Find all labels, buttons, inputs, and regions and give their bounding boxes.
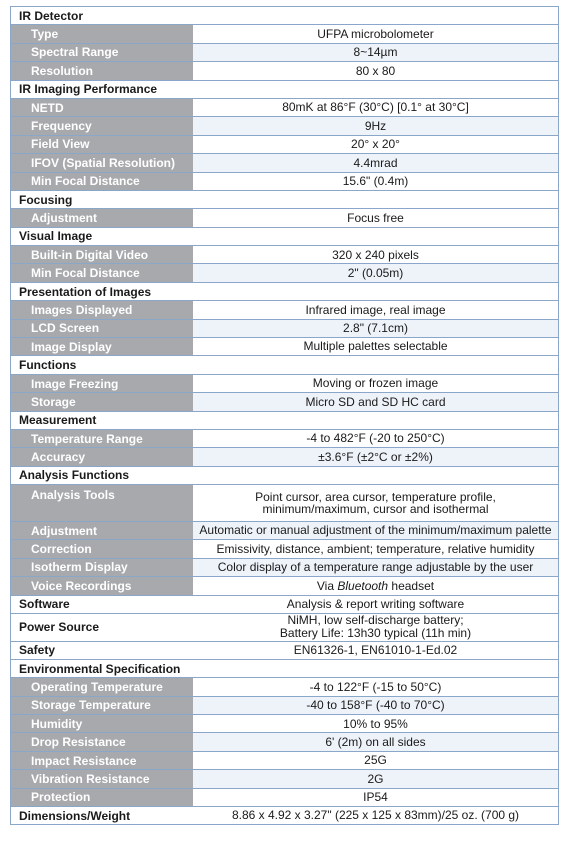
spec-label: LCD Screen: [11, 320, 193, 337]
spec-row: [11, 43, 558, 61]
section-title: Environmental Specification: [19, 661, 181, 676]
section-title: Power Source: [19, 620, 100, 635]
section-header: [11, 190, 558, 208]
spec-label: Adjustment: [11, 522, 193, 539]
spec-label: Isotherm Display: [11, 559, 193, 576]
spec-value: Infrared image, real image: [305, 302, 446, 317]
spec-row: [11, 135, 558, 153]
section-header: [11, 80, 558, 98]
spec-label: Adjustment: [11, 209, 193, 226]
spec-label: Impact Resistance: [11, 752, 193, 769]
spec-row: [11, 374, 558, 392]
spec-value: Moving or frozen image: [312, 376, 439, 391]
spec-value: ±3.6°F (±2°C or ±2%): [193, 448, 558, 465]
spec-row: [11, 429, 558, 447]
spec-label: IFOV (Spatial Resolution): [11, 154, 193, 171]
spec-row: [11, 677, 558, 695]
section-value: [193, 660, 558, 677]
spec-label: Temperature Range: [11, 430, 193, 447]
spec-value: -4 to 122°F (-15 to 50°C): [309, 679, 442, 694]
section-title: Analysis Functions: [19, 468, 130, 483]
spec-label: Storage Temperature: [11, 697, 193, 714]
spec-row: [11, 172, 558, 190]
section-header: [11, 806, 558, 824]
spec-value-prefix: Via: [316, 578, 338, 593]
spec-row: [11, 447, 558, 465]
spec-value: 8~14µm: [193, 44, 558, 61]
spec-row: [11, 245, 558, 263]
spec-value: 6' (2m) on all sides: [193, 733, 558, 750]
spec-label: Images Displayed: [11, 301, 193, 318]
spec-label: Humidity: [11, 715, 193, 732]
spec-label: Spectral Range: [11, 44, 193, 61]
section-title: IR Imaging Performance: [19, 82, 158, 97]
spec-row: [11, 714, 558, 732]
section-title: Safety: [19, 643, 56, 658]
spec-row: [11, 319, 558, 337]
spec-row: [11, 153, 558, 171]
spec-value: Focus free: [347, 210, 404, 225]
spec-label: Operating Temperature: [11, 678, 193, 695]
section-header: [11, 227, 558, 245]
spec-value: [193, 577, 558, 594]
section-header: [11, 411, 558, 429]
spec-row: [11, 558, 558, 576]
spec-value: Multiple palettes selectable: [303, 339, 448, 354]
section-value: [193, 283, 558, 300]
section-title: IR Detector: [19, 8, 84, 23]
section-header: [11, 595, 558, 613]
spec-row: [11, 751, 558, 769]
spec-row: [11, 98, 558, 116]
spec-value: 2" (0.05m): [193, 264, 558, 281]
spec-value-italic: Bluetooth: [337, 578, 389, 593]
section-value: EN61326-1, EN61010-1-Ed.02: [293, 642, 458, 657]
spec-row: [11, 61, 558, 79]
spec-row: [11, 337, 558, 355]
spec-label: Type: [11, 25, 193, 42]
spec-value: 20° x 20°: [351, 137, 400, 152]
section-title: Software: [19, 597, 70, 612]
section-value: [193, 467, 558, 484]
spec-value: 9Hz: [193, 117, 558, 134]
spec-row: [11, 300, 558, 318]
spec-label: NETD: [11, 99, 193, 116]
spec-value: 10% to 95%: [343, 716, 408, 731]
spec-label: Vibration Resistance: [11, 770, 193, 787]
spec-label: Drop Resistance: [11, 733, 193, 750]
spec-value: IP54: [363, 790, 388, 805]
spec-row: [11, 576, 558, 594]
spec-value: Emissivity, distance, ambient; temperature, relative humidity: [216, 541, 535, 556]
spec-label: Storage: [11, 393, 193, 410]
section-value: [193, 412, 558, 429]
spec-value-suffix: headset: [388, 578, 435, 593]
spec-row: [11, 539, 558, 557]
section-title: Visual Image: [19, 229, 93, 244]
spec-value: Micro SD and SD HC card: [193, 393, 558, 410]
spec-value: 2.8" (7.1cm): [193, 320, 558, 337]
spec-value: Color display of a temperature range adjustable by the user: [193, 559, 558, 576]
spec-label: Resolution: [11, 62, 193, 79]
section-title: Presentation of Images: [19, 284, 152, 299]
spec-label: Image Freezing: [11, 375, 193, 392]
section-value: [193, 191, 558, 208]
spec-label: Field View: [11, 136, 193, 153]
spec-label: Image Display: [11, 338, 193, 355]
spec-label: Min Focal Distance: [11, 173, 193, 190]
section-header: [11, 6, 558, 24]
section-title: Focusing: [19, 192, 73, 207]
spec-row: [11, 484, 558, 521]
spec-value: 2G: [193, 770, 558, 787]
spec-row: [11, 208, 558, 226]
section-header: [11, 641, 558, 659]
section-title: Dimensions/Weight: [19, 808, 131, 823]
section-value: [193, 228, 558, 245]
spec-row: [11, 732, 558, 750]
spec-label: Built-in Digital Video: [11, 246, 193, 263]
section-value: Analysis & report writing software: [286, 596, 465, 611]
spec-value: UFPA microbolometer: [317, 26, 434, 41]
spec-label: Min Focal Distance: [11, 264, 193, 281]
section-value: [193, 7, 558, 24]
spec-row: [11, 116, 558, 134]
spec-row: [11, 696, 558, 714]
section-value: [193, 356, 558, 373]
spec-row: [11, 24, 558, 42]
spec-value: 320 x 240 pixels: [332, 247, 419, 262]
spec-row: [11, 392, 558, 410]
spec-label: Voice Recordings: [11, 577, 193, 594]
spec-row: [11, 521, 558, 539]
spec-row: [11, 788, 558, 806]
spec-value: -4 to 482°F (-20 to 250°C): [306, 431, 445, 446]
spec-label: Correction: [11, 540, 193, 557]
spec-row: [11, 263, 558, 281]
spec-label: Protection: [11, 789, 193, 806]
section-header: [11, 659, 558, 677]
spec-label: Accuracy: [11, 448, 193, 465]
section-header: [11, 466, 558, 484]
spec-row: [11, 769, 558, 787]
spec-label: Frequency: [11, 117, 193, 134]
spec-value: 4.4mrad: [193, 154, 558, 171]
section-header: [11, 282, 558, 300]
section-header: [11, 355, 558, 373]
spec-label: Analysis Tools: [11, 485, 193, 521]
section-value: NiMH, low self-discharge battery; Battery Life: 13h30 typical (11h min): [279, 613, 472, 641]
spec-value: Point cursor, area cursor, temperature profile, minimum/maximum, cursor and isothermal: [255, 489, 496, 517]
section-header: [11, 613, 558, 641]
spec-value: -40 to 158°F (-40 to 70°C): [193, 697, 558, 714]
spec-value: 25G: [364, 753, 387, 768]
spec-value: 80mK at 86°F (30°C) [0.1° at 30°C]: [282, 100, 469, 115]
spec-value: Automatic or manual adjustment of the minimum/maximum palette: [193, 522, 558, 539]
section-value: 8.86 x 4.92 x 3.27" (225 x 125 x 83mm)/25 oz. (700 g): [231, 808, 520, 823]
spec-table: [10, 6, 559, 825]
spec-value: 80 x 80: [355, 63, 396, 78]
section-title: Measurement: [19, 413, 97, 428]
section-value: [193, 81, 558, 98]
spec-value: 15.6" (0.4m): [342, 173, 409, 188]
section-title: Functions: [19, 358, 77, 373]
